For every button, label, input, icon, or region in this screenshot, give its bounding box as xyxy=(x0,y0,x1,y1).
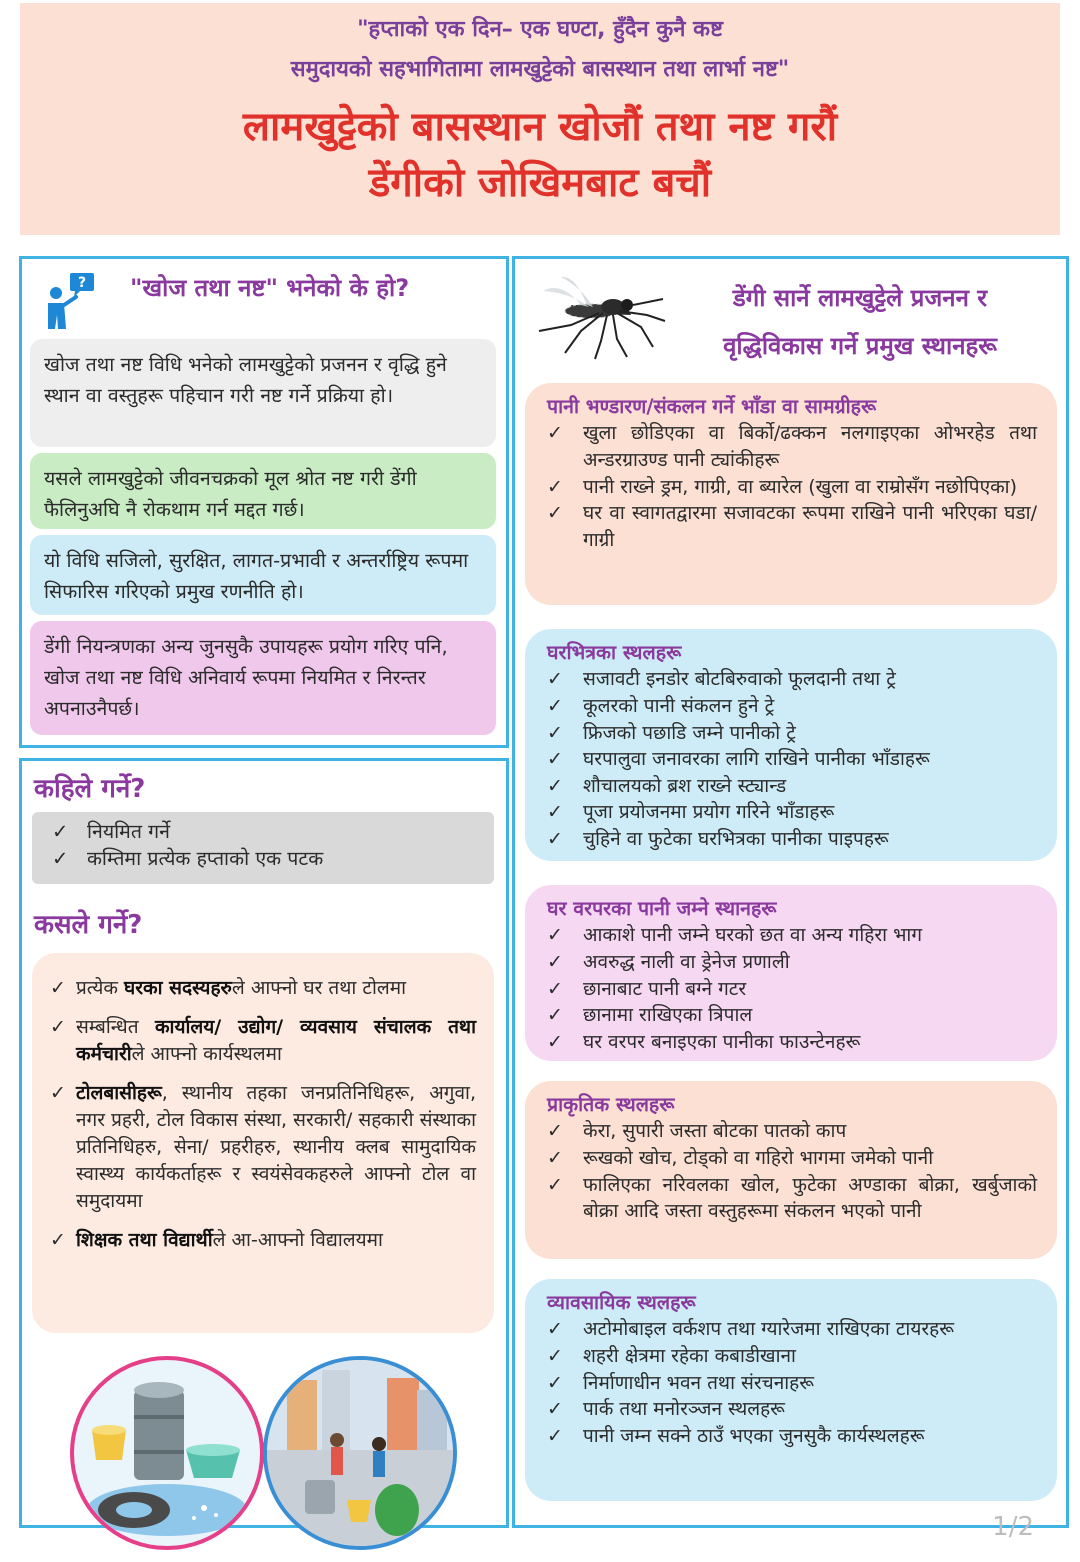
list-item xyxy=(547,1118,1037,1145)
check-icon: ✓ xyxy=(547,1120,563,1143)
check-icon: ✓ xyxy=(547,502,563,525)
who-title: कसले गर्ने? xyxy=(34,910,143,940)
section-heading: पानी भण्डारण/संकलन गर्ने भाँडा वा सामग्रीहरू xyxy=(547,395,877,418)
list-item xyxy=(547,1423,1037,1450)
list-item-text: फालिएका नरिवलका खोल, फुटेका अण्डाका बोक्रा, खर्बुजाको बोक्रा आदि जस्ता वस्तुहरूमा संकलन भएको पानी xyxy=(583,1173,1037,1223)
page-number: 1/2 xyxy=(992,1512,1034,1542)
list-item xyxy=(547,773,1037,800)
check-icon: ✓ xyxy=(547,1030,563,1053)
list-item-text: अटोमोबाइल वर्कशप तथा ग्यारेजमा राखिएका टायरहरू xyxy=(583,1318,954,1341)
check-icon: ✓ xyxy=(547,422,563,445)
check-icon: ✓ xyxy=(547,748,563,771)
who-item-bold: शिक्षक तथा विद्यार्थी xyxy=(76,1228,213,1251)
svg-text:?: ? xyxy=(77,275,87,291)
who-box xyxy=(32,953,494,1333)
list-item-text: घर वा स्वागतद्वारमा सजावटका रूपमा राखिने पानी भरिएका घडा/गाग्री xyxy=(583,502,1037,551)
list-item-text: कूलरको पानी संकलन हुने ट्रे xyxy=(583,694,775,717)
section-heading: घरभित्रका स्थलहरू xyxy=(547,641,682,664)
check-icon: ✓ xyxy=(547,1344,563,1367)
list-item-text: आकाशे पानी जम्ने घरको छत वा अन्य गहिरा भाग xyxy=(583,924,923,947)
list-item xyxy=(547,666,1037,693)
list-item xyxy=(547,949,1037,976)
list-item xyxy=(547,1145,1037,1172)
slogan-line-1: "हप्ताको एक दिन– एक घण्टा, हुँदैन कुनै कष्ट xyxy=(357,17,723,42)
list-item-text: शहरी क्षेत्रमा रहेका कबाडीखाना xyxy=(583,1344,796,1367)
list-item-text: निर्माणाधीन भवन तथा संरचनाहरू xyxy=(583,1371,815,1394)
list-item-text: अवरुद्ध नाली वा ड्रेनेज प्रणाली xyxy=(583,950,790,973)
section-heading: घर वरपरका पानी जम्ने स्थानहरू xyxy=(547,897,777,920)
when-who-panel xyxy=(19,758,509,1528)
list-item xyxy=(547,1343,1037,1370)
person-question-icon xyxy=(44,271,96,331)
who-item-text: सम्बन्धित xyxy=(76,1015,155,1038)
check-icon: ✓ xyxy=(547,475,563,498)
who-item xyxy=(50,975,476,1002)
list-item xyxy=(547,693,1037,720)
when-item xyxy=(52,818,474,845)
header-banner xyxy=(20,3,1060,235)
list-item xyxy=(547,922,1037,949)
who-item-text: प्रत्येक xyxy=(76,977,124,999)
when-item xyxy=(52,845,474,872)
check-icon: ✓ xyxy=(547,977,563,1000)
definition-box: खोज तथा नष्ट विधि भनेको लामखुट्टेको प्रजनन र वृद्धि हुने स्थान वा वस्तुहरू पहिचान गरी नष्ट गर्ने प्रक्रिया हो। xyxy=(30,339,496,447)
check-icon: ✓ xyxy=(547,1173,563,1196)
check-icon: ✓ xyxy=(50,1081,66,1104)
around-house-section xyxy=(525,885,1057,1061)
strategy-box: यो विधि सजिलो, सुरक्षित, लागत-प्रभावी र अन्तर्राष्ट्रिय रूपमा सिफारिस गरिएको प्रमुख रणनीति हो। xyxy=(30,535,496,615)
benefit-box: यसले लामखुट्टेको जीवनचक्रको मूल श्रोत नष्ट गरी डेंगी फैलिनुअघि नै रोकथाम गर्न मद्दत गर्छ। xyxy=(30,453,496,529)
water-containers-illustration xyxy=(70,1356,264,1550)
community-cleaning-illustration xyxy=(263,1356,457,1550)
list-item xyxy=(547,474,1037,501)
check-icon: ✓ xyxy=(52,847,69,871)
who-item-text: ले आफ्नो कार्यस्थलमा xyxy=(131,1042,282,1065)
check-icon: ✓ xyxy=(547,1318,563,1341)
list-item-text: फ्रिजको पछाडि जम्ने पानीको ट्रे xyxy=(583,721,796,744)
list-item-text: पार्क तथा मनोरञ्जन स्थलहरू xyxy=(583,1398,785,1421)
indoor-places-section xyxy=(525,629,1057,861)
check-icon: ✓ xyxy=(547,694,563,717)
check-icon: ✓ xyxy=(50,1015,66,1038)
check-icon: ✓ xyxy=(547,774,563,797)
list-item xyxy=(547,826,1037,853)
list-item-text: पानी जम्न सक्ने ठाउँ भएका जुनसुकै कार्यस्थलहरू xyxy=(583,1424,925,1447)
list-item xyxy=(547,1370,1037,1397)
check-icon: ✓ xyxy=(547,827,563,850)
check-icon: ✓ xyxy=(547,801,563,824)
who-item-bold: घरका सदस्यहरु xyxy=(123,977,232,999)
main-title-line-1: लामखुट्टेको बासस्थान खोजौं तथा नष्ट गरौं xyxy=(242,103,838,150)
mandatory-box: डेंगी नियन्त्रणका अन्य जुनसुकै उपायहरू प्रयोग गरिए पनि, खोज तथा नष्ट विधि अनिवार्य रूपमा नियमित र निरन्तर अपनाउनैपर्छ। xyxy=(30,621,496,735)
list-item xyxy=(547,746,1037,773)
slogan-line-2: समुदायको सहभागितामा लामखुट्टेको बासस्थान तथा लार्भा नष्ट" xyxy=(290,57,790,83)
who-item-bold: टोलबासीहरू xyxy=(76,1081,162,1104)
check-icon: ✓ xyxy=(547,1371,563,1394)
who-item-bold: कार्यालय/ उद्योग/ व्यवसाय संचालक तथा कर्मचारी xyxy=(76,1015,476,1065)
list-item xyxy=(547,1316,1037,1343)
list-item-text: चुहिने वा फुटेका घरभित्रका पानीका पाइपहरू xyxy=(583,827,889,850)
check-icon: ✓ xyxy=(547,1398,563,1421)
breeding-places-title-1: डेंगी सार्ने लामखुट्टेले प्रजनन र xyxy=(732,284,988,312)
list-item xyxy=(547,420,1037,473)
list-item-text: छानामा राखिएका त्रिपाल xyxy=(583,1004,753,1027)
natural-places-section xyxy=(525,1081,1057,1259)
check-icon: ✓ xyxy=(50,977,66,999)
list-item-text: छानाबाट पानी बग्ने गटर xyxy=(583,977,747,1000)
section-heading: प्राकृतिक स्थलहरू xyxy=(547,1093,675,1116)
breeding-places-title-2: वृद्धिविकास गर्ने प्रमुख स्थानहरू xyxy=(723,332,997,360)
list-item xyxy=(547,1396,1037,1423)
list-item-text: सजावटी इनडोर बोटबिरुवाको फूलदानी तथा ट्रे xyxy=(583,668,896,691)
list-item-text: खुला छोडिएका वा बिर्को/ढक्कन नलगाइएका ओभरहेड तथा अन्डरग्राउण्ड पानी ट्यांकीहरू xyxy=(583,422,1037,471)
list-item xyxy=(547,799,1037,826)
water-containers-drawing xyxy=(74,1360,260,1546)
water-storage-section xyxy=(525,383,1057,605)
who-item-text: , स्थानीय तहका जनप्रतिनिधिहरू, अगुवा, नगर प्रहरी, टोल विकास संस्था, सरकारी/ सहकारी संस्थाका प्रतिनिधिहरु, सेना/ प्रहरीहरु, स्थानीय क्लब सामुदायिक स्वास्थ्य कार्यकर्ताहरू र स्वयंसेवकहरुले आफ्नो टोल वा समुदायमा xyxy=(76,1081,476,1212)
list-item xyxy=(547,1172,1037,1225)
commercial-places-section xyxy=(525,1279,1057,1501)
list-item-text: घरपालुवा जनावरका लागि राखिने पानीका भाँडाहरू xyxy=(583,748,930,771)
list-item-text: केरा, सुपारी जस्ता बोटका पातको काप xyxy=(583,1120,847,1143)
section-heading: व्यावसायिक स्थलहरू xyxy=(547,1291,696,1314)
list-item-text: शौचालयको ब्रश राख्ने स्ट्यान्ड xyxy=(583,774,787,797)
when-item-text: कम्तिमा प्रत्येक हप्ताको एक पटक xyxy=(86,847,324,871)
check-icon: ✓ xyxy=(52,820,69,843)
check-icon: ✓ xyxy=(547,950,563,973)
list-item-text: पूजा प्रयोजनमा प्रयोग गरिने भाँडाहरू xyxy=(583,801,835,824)
who-item xyxy=(50,1014,476,1068)
list-item xyxy=(547,1029,1037,1056)
check-icon: ✓ xyxy=(547,1424,563,1447)
list-item-text: घर वरपर बनाइएका पानीका फाउन्टेनहरू xyxy=(583,1030,861,1053)
list-item xyxy=(547,1002,1037,1029)
community-cleaning-drawing xyxy=(267,1360,453,1546)
list-item xyxy=(547,720,1037,747)
who-item xyxy=(50,1227,476,1254)
who-item-text: ले आफ्नो घर तथा टोलमा xyxy=(231,977,407,999)
when-title: कहिले गर्ने? xyxy=(34,774,146,804)
when-box xyxy=(32,812,494,884)
check-icon: ✓ xyxy=(547,1004,563,1027)
what-is-search-destroy-panel xyxy=(19,256,509,748)
check-icon: ✓ xyxy=(547,668,563,691)
check-icon: ✓ xyxy=(50,1228,66,1251)
when-item-text: नियमित गर्ने xyxy=(86,820,170,843)
who-item xyxy=(50,1080,476,1215)
main-title-line-2: डेंगीको जोखिमबाट बचौं xyxy=(368,159,712,206)
check-icon: ✓ xyxy=(547,1146,563,1169)
list-item-text: पानी राख्ने ड्रम, गाग्री, वा ब्यारेल (खुला वा राम्रोसँग नछोपिएका) xyxy=(583,475,1018,498)
breeding-places-panel xyxy=(512,256,1069,1528)
list-item-text: रूखको खोच, टोड्को वा गहिरो भागमा जमेको पानी xyxy=(583,1146,934,1169)
what-is-title: "खोज तथा नष्ट" भनेको के हो? xyxy=(130,274,410,302)
check-icon: ✓ xyxy=(547,924,563,947)
mosquito-icon xyxy=(531,271,667,363)
who-item-text: ले आ-आफ्नो विद्यालयमा xyxy=(212,1228,383,1251)
check-icon: ✓ xyxy=(547,721,563,744)
list-item xyxy=(547,976,1037,1003)
list-item xyxy=(547,500,1037,553)
